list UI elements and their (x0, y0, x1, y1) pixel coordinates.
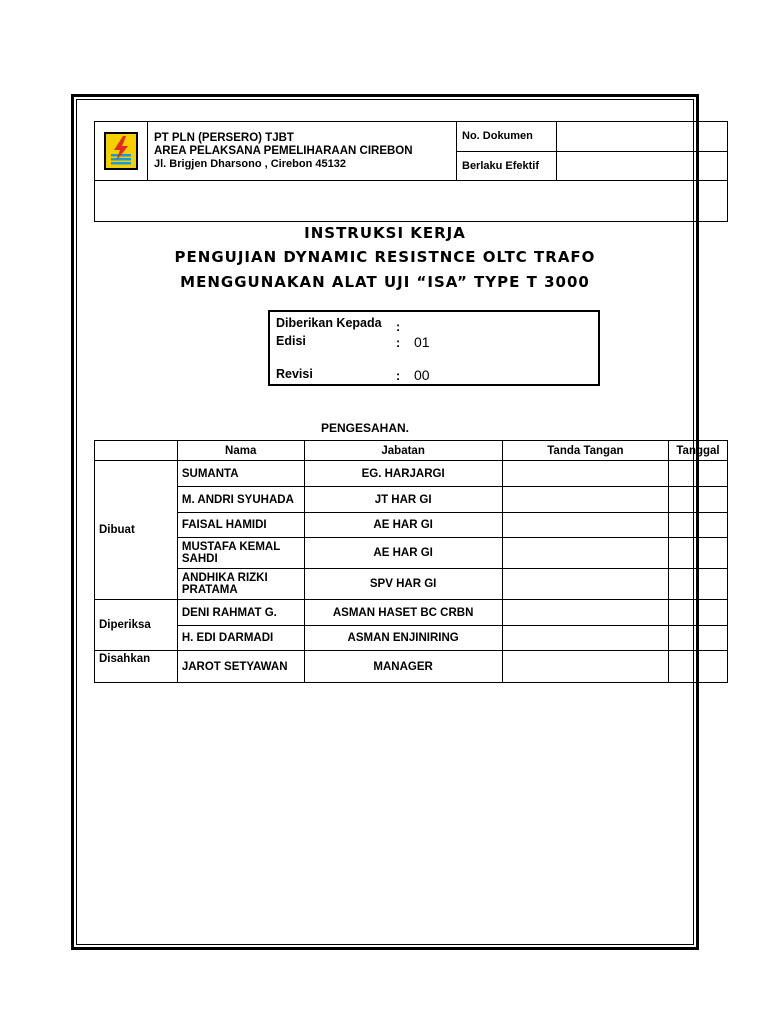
signature-cell (502, 626, 668, 651)
signer-name: JAROT SETYAWAN (177, 651, 304, 683)
column-header-position: Jabatan (304, 441, 502, 461)
pln-logo-icon (103, 131, 139, 171)
edition-row: Edisi : 01 (276, 334, 430, 350)
group-label-dibuat: Dibuat (95, 461, 178, 600)
signer-position: EG. HARJARGI (304, 461, 502, 487)
signature-cell (502, 461, 668, 487)
table-row (95, 626, 728, 651)
signer-position: AE HAR GI (304, 538, 502, 569)
revision-value: 00 (414, 367, 430, 383)
group-label-disahkan: Disahkan (95, 651, 178, 683)
table-row (95, 461, 728, 487)
table-row (95, 569, 728, 600)
signer-name: ANDHIKA RIZKI PRATAMA (177, 569, 304, 600)
document-header (94, 121, 728, 222)
signer-name: DENI RAHMAT G. (177, 600, 304, 626)
doc-no-value (557, 122, 728, 152)
approval-title: PENGESAHAN. (320, 421, 409, 435)
doc-title-line2: PENGUJIAN DYNAMIC RESISTNCE OLTC TRAFO (174, 248, 596, 266)
doc-title-line1: INSTRUKSI KERJA (304, 224, 466, 242)
logo-cell (95, 122, 148, 181)
table-row (95, 538, 728, 569)
date-cell (669, 487, 728, 513)
date-cell (669, 626, 728, 651)
signer-position: ASMAN ENJINIRING (304, 626, 502, 651)
table-row (95, 487, 728, 513)
approval-table (94, 440, 728, 683)
doc-title-line3: MENGGUNAKAN ALAT UJI “ISA” TYPE T 3000 (180, 273, 590, 291)
signature-cell (502, 651, 668, 683)
org-name: PT PLN (PERSERO) TJBT (154, 131, 294, 144)
date-cell (669, 461, 728, 487)
signer-name: MUSTAFA KEMAL SAHDI (177, 538, 304, 569)
edition-label: Edisi (276, 334, 306, 348)
header-blank-row (95, 181, 728, 222)
revision-row: Revisi : 00 (276, 367, 430, 383)
edition-value: 01 (414, 334, 430, 350)
date-cell (669, 600, 728, 626)
given-to-row: Diberikan Kepada : (276, 316, 401, 334)
signer-position: MANAGER (304, 651, 502, 683)
revision-label: Revisi (276, 367, 313, 381)
effective-label: Berlaku Efektif (457, 151, 557, 181)
document-info-box (268, 310, 600, 386)
date-cell (669, 569, 728, 600)
group-column-header (95, 441, 178, 461)
org-area: AREA PELAKSANA PEMELIHARAAN CIREBON (154, 144, 413, 157)
signer-position: SPV HAR GI (304, 569, 502, 600)
signer-position: JT HAR GI (304, 487, 502, 513)
date-cell (669, 538, 728, 569)
signer-position: AE HAR GI (304, 513, 502, 538)
date-cell (669, 513, 728, 538)
signer-name: H. EDI DARMADI (177, 626, 304, 651)
column-header-date: Tanggal (669, 441, 728, 461)
signature-cell (502, 513, 668, 538)
org-address: Jl. Brigjen Dharsono , Cirebon 45132 (154, 157, 346, 170)
signer-name: FAISAL HAMIDI (177, 513, 304, 538)
column-header-name: Nama (177, 441, 304, 461)
signer-name: SUMANTA (177, 461, 304, 487)
signer-position: ASMAN HASET BC CRBN (304, 600, 502, 626)
signature-cell (502, 538, 668, 569)
given-to-label: Diberikan Kepada (276, 316, 382, 330)
effective-value (557, 151, 728, 181)
table-row (95, 651, 728, 683)
table-row (95, 513, 728, 538)
signature-cell (502, 600, 668, 626)
column-header-signature: Tanda Tangan (502, 441, 668, 461)
organization-info (148, 122, 457, 181)
doc-no-label: No. Dokumen (457, 122, 557, 152)
signature-cell (502, 569, 668, 600)
date-cell (669, 651, 728, 683)
group-label-diperiksa: Diperiksa (95, 600, 178, 651)
signature-cell (502, 487, 668, 513)
signer-name: M. ANDRI SYUHADA (177, 487, 304, 513)
table-row (95, 600, 728, 626)
